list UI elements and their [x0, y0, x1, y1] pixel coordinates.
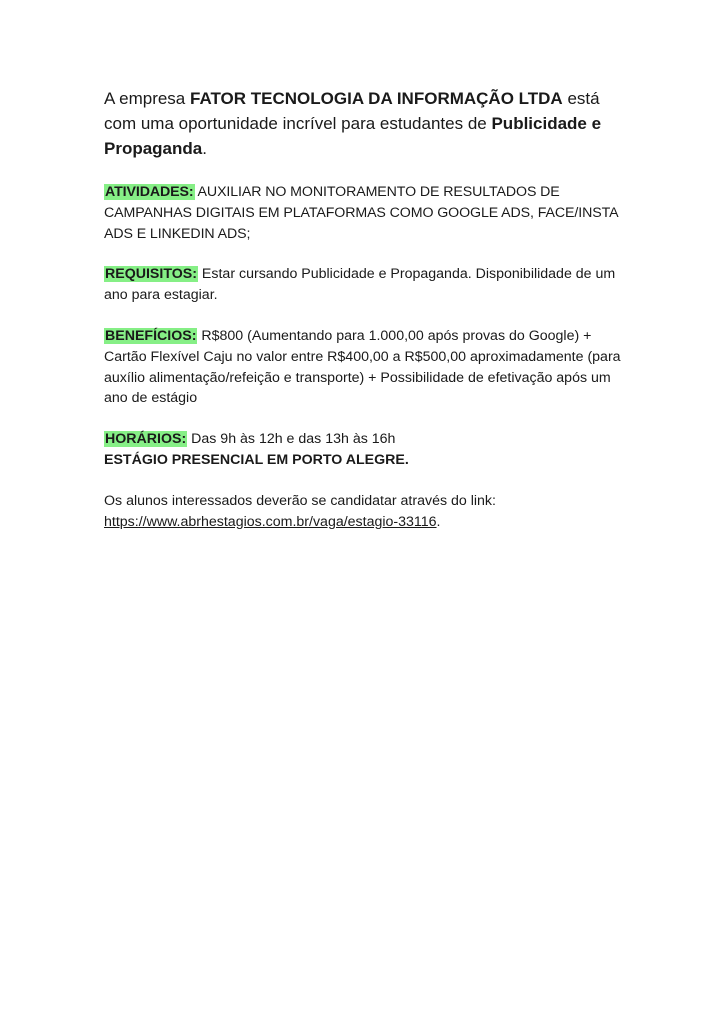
requisitos-paragraph: [104, 264, 624, 306]
presencial-note: ESTÁGIO PRESENCIAL EM PORTO ALEGRE.: [104, 451, 409, 468]
intro-paragraph: [104, 86, 624, 161]
beneficios-label: BENEFÍCIOS:: [105, 327, 197, 344]
requisitos-label: REQUISITOS:: [105, 266, 197, 283]
requisitos-text: Estar cursando Publicidade e Propaganda. Disponibilidade de um ano para estagiar.: [104, 266, 616, 304]
candidatura-paragraph: [104, 491, 624, 533]
intro-mid: está com uma oportunidade incrível para estudantes de: [104, 89, 600, 133]
horarios-label: HORÁRIOS:: [105, 431, 187, 448]
beneficios-text: R$800 (Aumentando para 1.000,00 após provas do Google) + Cartão Flexível Caju no valor entre R$400,00 a R$500,00 aproximadamente (para auxílio alimentação/refeição e transporte) + Possibilidade de efetivação após um ano de estágio: [104, 327, 621, 407]
company-name: FATOR TECNOLOGIA DA INFORMAÇÃO LTDA: [190, 89, 563, 108]
candidatura-end: .: [436, 513, 441, 530]
beneficios-paragraph: [104, 326, 624, 409]
horarios-text: Das 9h às 12h e das 13h às 16h: [187, 431, 396, 448]
intro-end: .: [202, 139, 207, 158]
application-link[interactable]: https://www.abrhestagios.com.br/vaga/estagio-33116: [104, 513, 437, 530]
atividades-text: AUXILIAR NO MONITORAMENTO DE RESULTADOS DE CAMPANHAS DIGITAIS EM PLATAFORMAS COMO GOOGLE ADS, FACE/INSTA ADS E LINKEDIN ADS;: [104, 184, 618, 242]
candidatura-text: Os alunos interessados deverão se candidatar através do link:: [104, 492, 496, 509]
document-body: [104, 86, 624, 552]
horarios-paragraph: [104, 429, 624, 471]
course-name: Publicidade e Propaganda: [104, 114, 602, 158]
atividades-label: ATIVIDADES:: [105, 184, 194, 200]
atividades-paragraph: [104, 182, 624, 244]
intro-pre: A empresa: [104, 89, 190, 108]
